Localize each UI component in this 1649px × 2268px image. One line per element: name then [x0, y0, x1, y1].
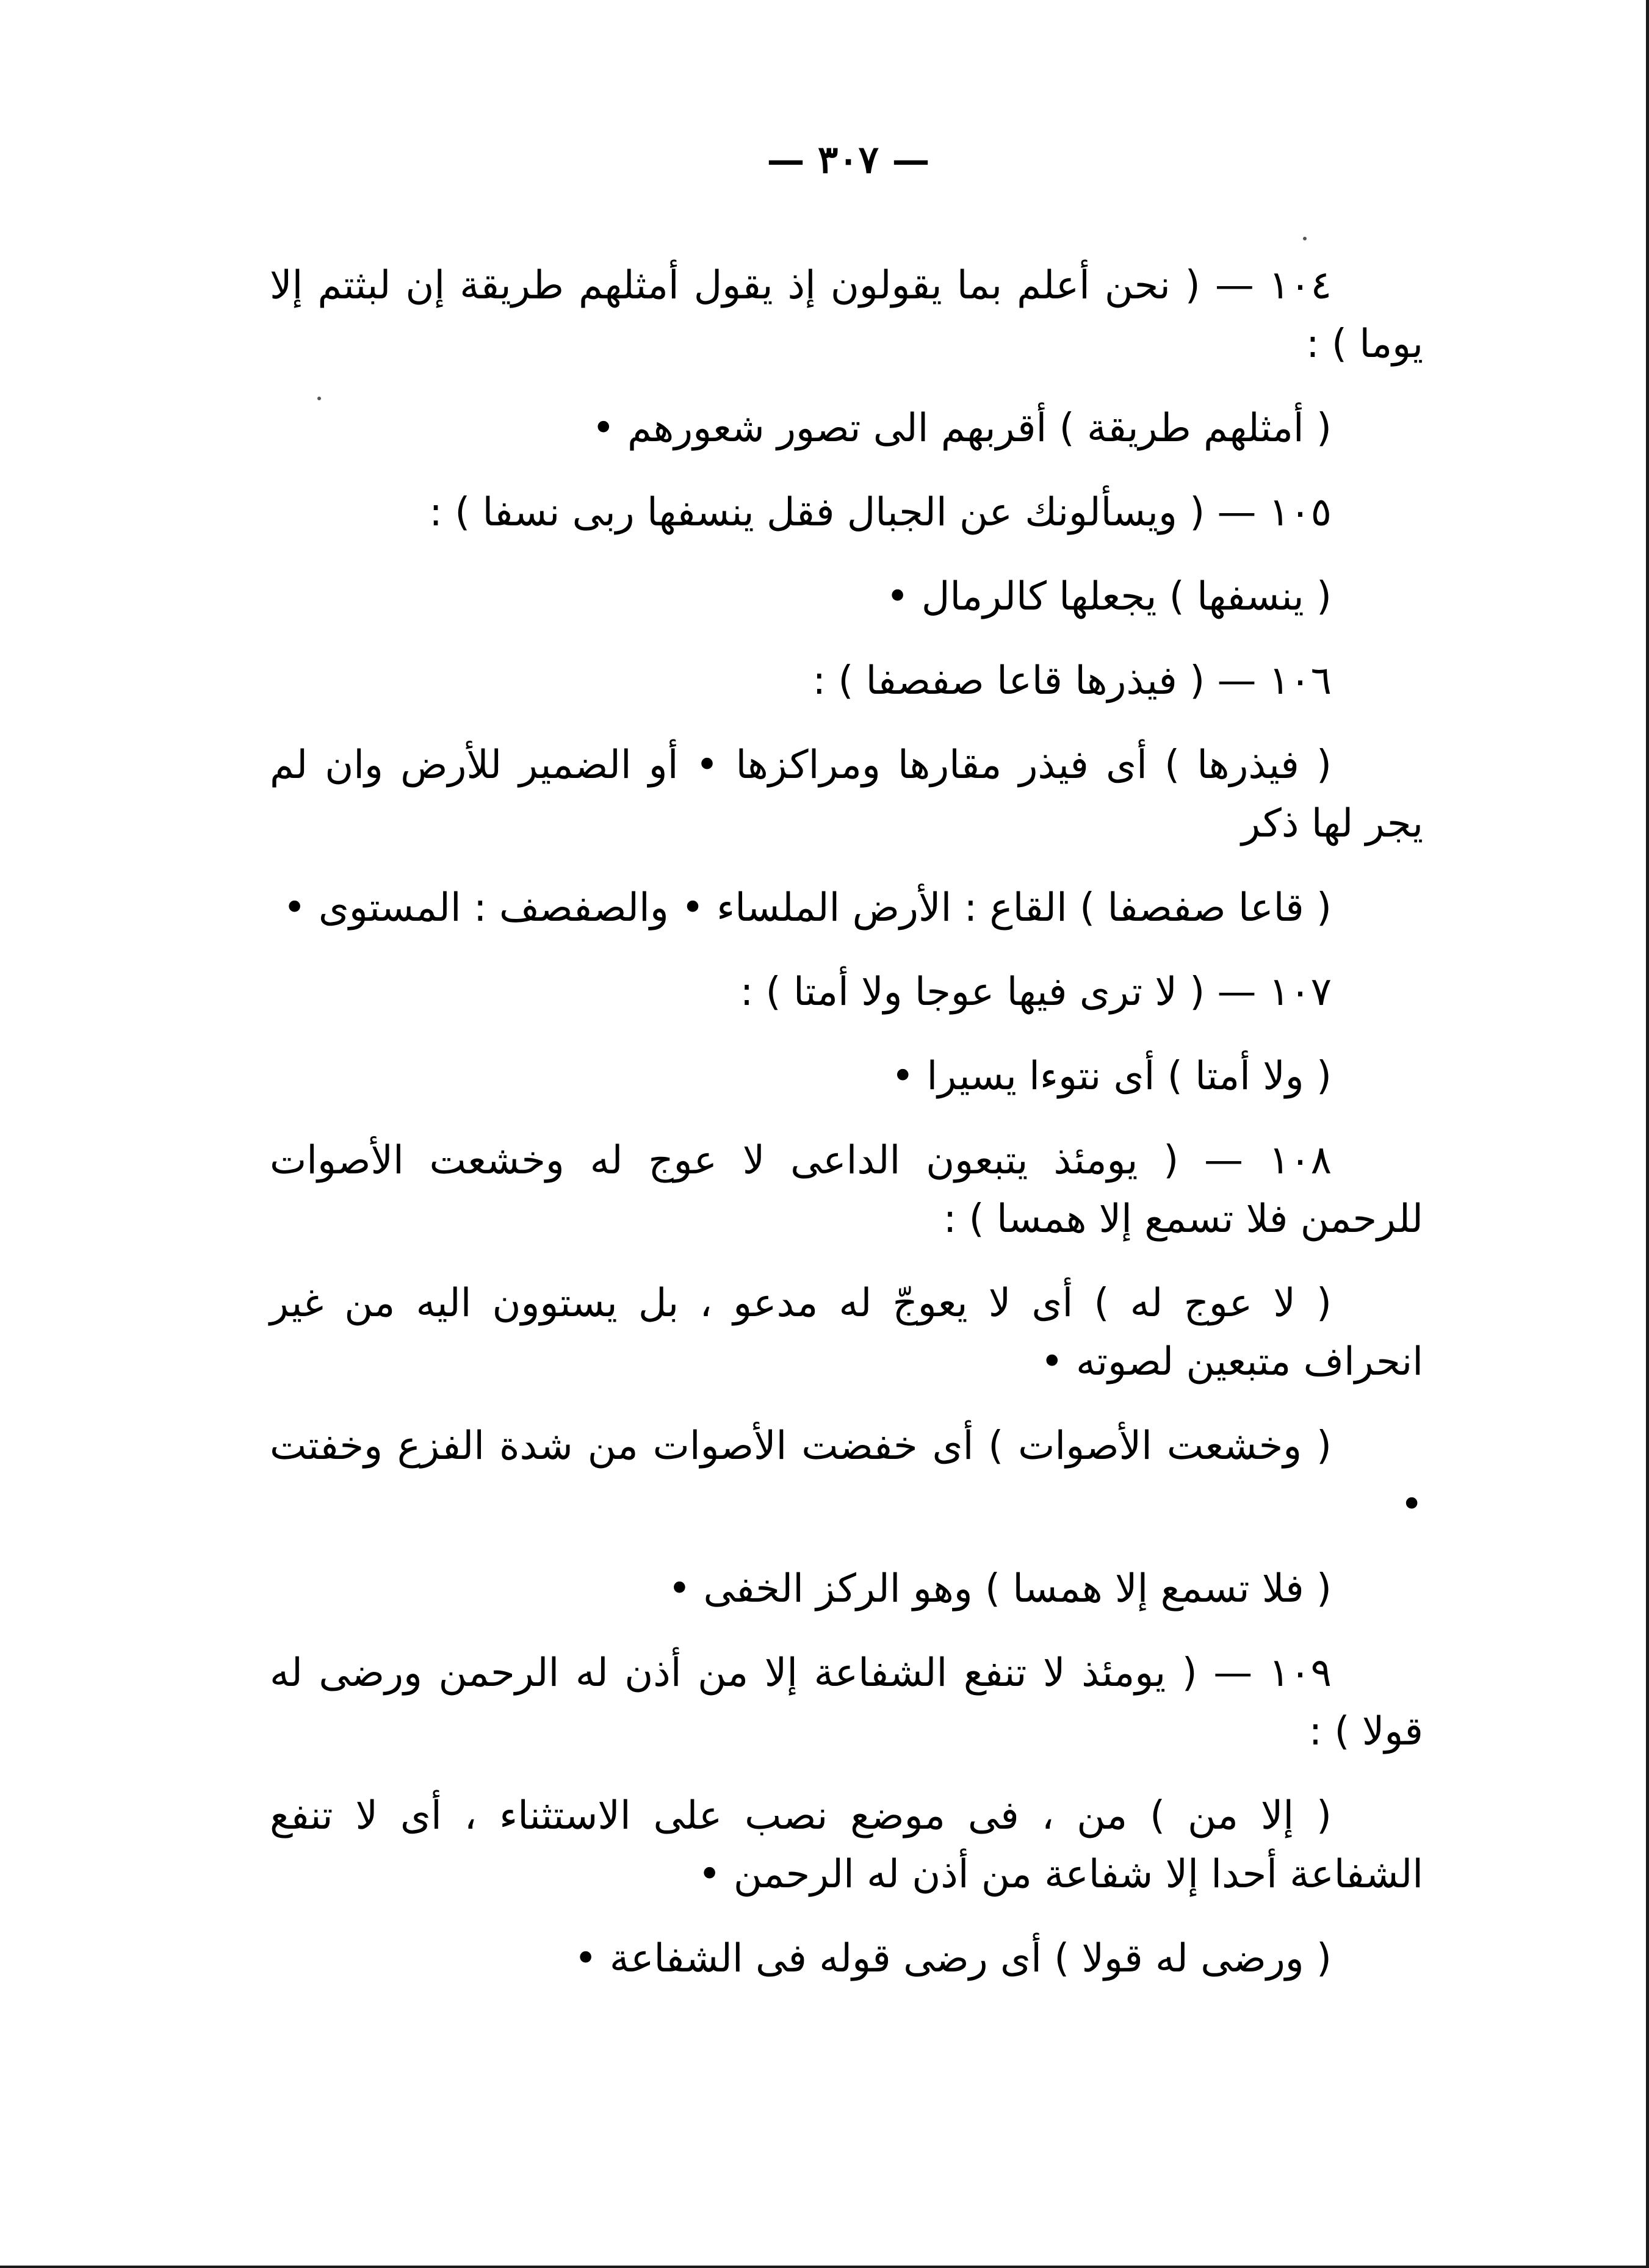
paragraph: ( أمثلهم طريقة ) أقربهم الى تصور شعورهم •	[591, 406, 1332, 451]
paragraph: ( لا عوج له ) أى لا يعوجّ له مدعو ، بل يستوون اليه من غير انحراف متبعين لصوته •	[270, 1281, 1423, 1384]
paragraph: ١٠٧ — ( لا ترى فيها عوجا ولا أمتا ) :	[740, 970, 1332, 1015]
paragraph: ١٠٦ — ( فيذرها قاعا صفصفا ) :	[812, 658, 1332, 704]
paragraph: ( فلا تسمع إلا همسا ) وهو الركز الخفى •	[668, 1566, 1332, 1611]
page-number: — ٣٠٧ —	[767, 137, 930, 182]
paragraph: ١٠٤ — ( نحن أعلم بما يقولون إذ يقول أمثلهم طريقة إن لبثتم إلا يوما ) :	[270, 263, 1423, 367]
paragraph: ١٠٨ — ( يومئذ يتبعون الداعى لا عوج له وخشعت الأصوات للرحمن فلا تسمع إلا همسا ) :	[270, 1138, 1423, 1242]
paragraph: ( ورضى له قولا ) أى رضى قوله فى الشفاعة •	[574, 1936, 1332, 1981]
scan-border-bottom	[0, 2266, 1649, 2268]
paragraph: ( ولا أمتا ) أى نتوءا يسيرا •	[891, 1054, 1332, 1099]
paragraph: ( فيذرها ) أى فيذر مقارها ومراكزها • أو الضمير للأرض وان لم يجر لها ذكر	[270, 743, 1423, 846]
scan-border-right	[1646, 0, 1649, 2268]
document-body	[270, 256, 1423, 2014]
paragraph: ( وخشعت الأصوات ) أى خفضت الأصوات من شدة الفزع وخفتت •	[270, 1424, 1423, 1527]
paragraph: ١٠٥ — ( ويسألونك عن الجبال فقل ينسفها ربى نسفا ) :	[429, 490, 1332, 535]
paragraph: ( إلا من ) من ، فى موضع نصب على الاستثناء ، أى لا تنفع الشفاعة أحدا إلا شفاعة من أذن له الرحمن •	[270, 1793, 1423, 1897]
scan-speck	[1303, 237, 1307, 240]
paragraph: ( قاعا صفصفا ) القاع : الأرض الملساء • والصفصف : المستوى •	[283, 885, 1332, 931]
paragraph: ( ينسفها ) يجعلها كالرمال •	[886, 574, 1332, 619]
paragraph: ١٠٩ — ( يومئذ لا تنفع الشفاعة إلا من أذن له الرحمن ورضى له قولا ) :	[270, 1651, 1423, 1754]
